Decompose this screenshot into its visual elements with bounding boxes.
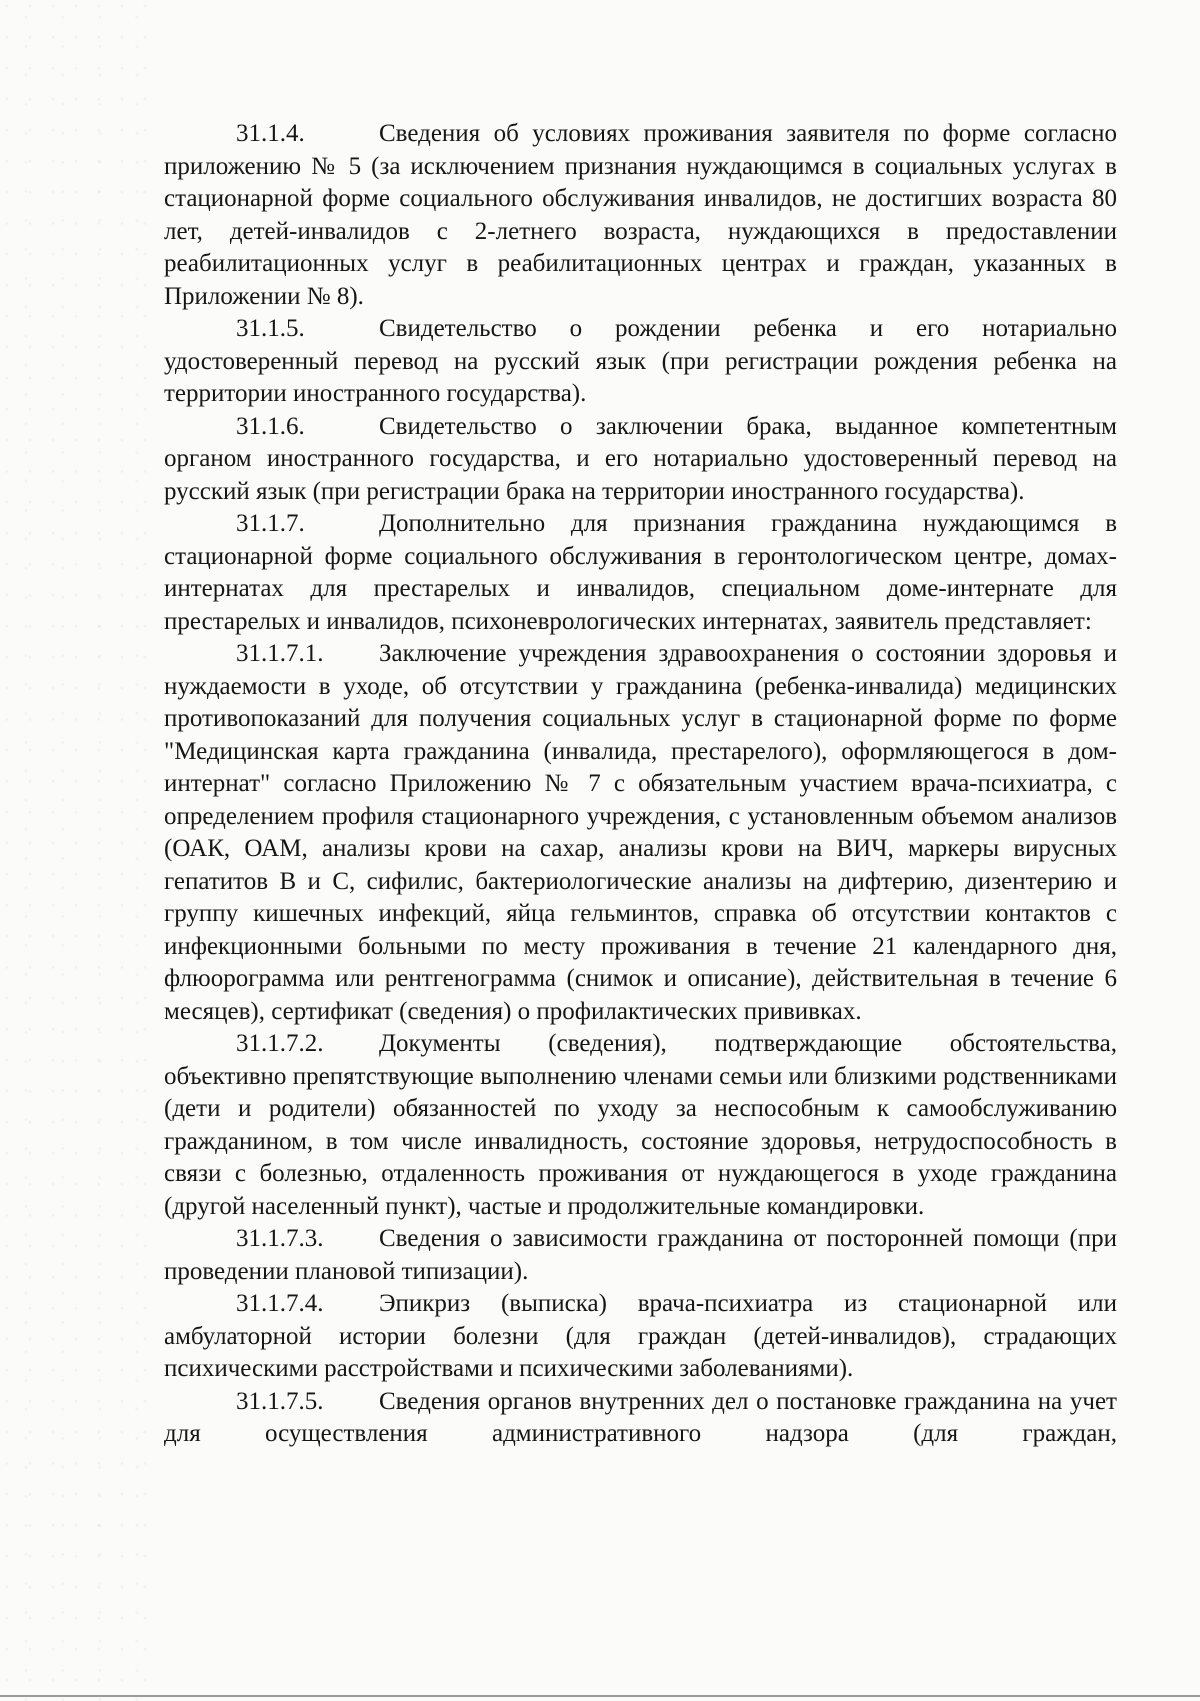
clause-number: 31.1.4. — [236, 120, 305, 147]
clause-text: Сведения органов внутренних дел о постановке гражданина на учет для осуществления административного надзора (для граждан, — [164, 1387, 1117, 1447]
clause-text: Заключение учреждения здравоохранения о состоянии здоровья и нуждаемости в уходе, об отсутствии у гражданина (ребенка-инвалида) медицинских противопоказаний для получения социальных услуг в стационарной форме по форме "Медицинская карта гражданина (инвалида, престарелого), оформляющегося в дом-интернат" согласно Приложению № 7 с обязательным участием врача-психиатра, с определением профиля стационарного учреждения, с установленным объемом анализов (ОАК, ОАМ, анализы крови на сахар, анализы крови на ВИЧ, маркеры вирусных гепатитов В и С, сифилис, бактериологические анализы на дифтерию, дизентерию и группу кишечных инфекций, яйца гельминтов, справка об отсутствии контактов с инфекционными больными по месту проживания в течение 21 календарного дня, флюорограмма или рентгенограмма (снимок и описание), действительная в течение 6 месяцев), сертификат (сведения) о профилактических прививках. — [164, 640, 1117, 1025]
scan-noise — [0, 0, 160, 1701]
clause-text: Эпикриз (выписка) врача-психиатра из стационарной или амбулаторной истории болезни (для граждан (детей-инвалидов), страдающих психическими расстройствами и психическими заболеваниями). — [164, 1290, 1117, 1382]
clause-number: 31.1.6. — [236, 412, 305, 440]
scan-edge-line — [0, 1695, 1200, 1697]
clause-text: Сведения об условиях проживания заявителя по форме согласно приложению № 5 (за исключением признания нуждающимся в социальных услугах в стационарной форме социального обслуживания инвалидов, не достигших возраста 80 лет, детей-инвалидов с 2-летнего возраста, нуждающихся в предоставлении реабилитационных услуг в реабилитационных центрах и граждан, указанных в Приложении № 8). — [164, 120, 1117, 310]
clause-number: 31.1.7. — [236, 510, 305, 537]
clause-31-1-5 — [164, 313, 1117, 411]
clause-text: Свидетельство о рождении ребенка и его нотариально удостоверенный перевод на русский язык (при регистрации рождения ребенка на территории иностранного государства). — [164, 315, 1117, 407]
clause-text: Дополнительно для признания гражданина нуждающимся в стационарной форме социального обслуживания в геронтологическом центре, домах-интернатах для престарелых и инвалидов, специальном доме-интернате для престарелых и инвалидов, психоневрологических интернатах, заявитель представляет: — [164, 510, 1117, 635]
clause-text: Сведения о зависимости гражданина от посторонней помощи (при проведении плановой типизации). — [164, 1225, 1117, 1285]
clause-31-1-7-4 — [164, 1288, 1117, 1386]
clause-31-1-4 — [164, 118, 1117, 313]
clause-number: 31.1.7.5. — [236, 1387, 324, 1415]
clause-number: 31.1.7.2. — [236, 1030, 324, 1057]
clause-text: Документы (сведения), подтверждающие обстоятельства, объективно препятствующие выполнению членами семьи или близкими родственниками (дети и родители) обязанностей по уходу за неспособным к самообслуживанию гражданином, в том числе инвалидность, состояние здоровья, нетрудоспособность в связи с болезнью, отдаленность проживания от нуждающегося в уходе гражданина (другой населенный пункт), частые и продолжительные командировки. — [164, 1030, 1117, 1220]
document-body — [164, 118, 1117, 1451]
clause-31-1-6 — [164, 411, 1117, 509]
clause-text: Свидетельство о заключении брака, выданное компетентным органом иностранного государства, и его нотариально удостоверенный перевод на русский язык (при регистрации брака на территории иностранного государства). — [164, 412, 1117, 505]
clause-31-1-7-3 — [164, 1223, 1117, 1288]
clause-number: 31.1.7.1. — [236, 640, 324, 667]
clause-31-1-7-2 — [164, 1028, 1117, 1223]
clause-31-1-7 — [164, 508, 1117, 638]
clause-31-1-7-1 — [164, 638, 1117, 1028]
clause-number: 31.1.7.4. — [236, 1290, 324, 1317]
clause-number: 31.1.5. — [236, 315, 305, 342]
clause-number: 31.1.7.3. — [236, 1225, 324, 1252]
clause-31-1-7-5 — [164, 1386, 1117, 1451]
